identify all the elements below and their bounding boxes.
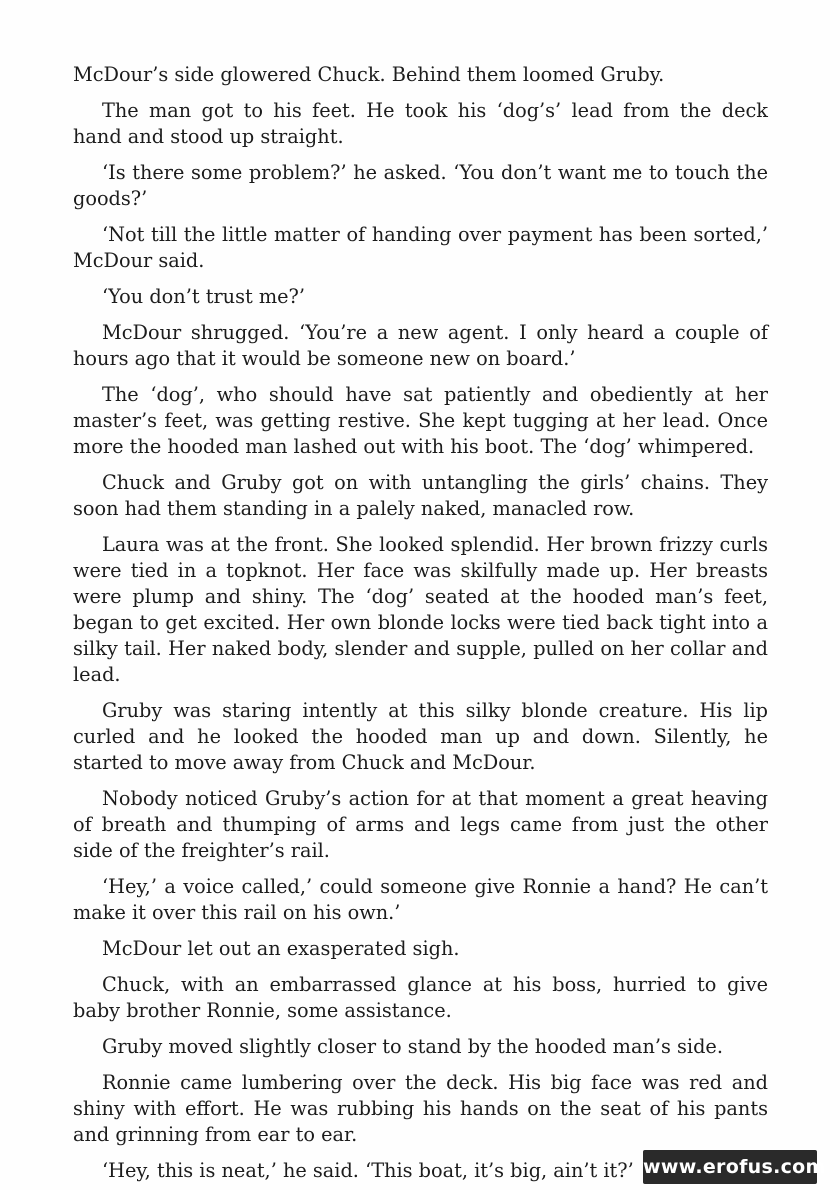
- paragraph-17: ‘Hey, this is neat,’ he said. ‘This boat, it’s big, ain’t it?’: [102, 1159, 634, 1182]
- paragraph-16: Ronnie came lumbering over the deck. His big face was red and shiny with effort. He was rubbing his hands on the seat of his pants and grinning from ear to ear.: [73, 1071, 768, 1146]
- paragraph-14: Chuck, with an embarrassed glance at his boss, hurried to give baby brother Ronnie, some assistance.: [73, 973, 768, 1022]
- watermark-badge: www.erofus.com: [643, 1150, 817, 1184]
- paragraph-9: Laura was at the front. She looked splendid. Her brown frizzy curls were tied in a topknot. Her face was skilfully made up. Her breasts were plump and shiny. The ‘dog’ seated at the hooded man’s feet, began to get excited. Her own blonde locks were tied back tight into a silky tail. Her naked body, slender and supple, pulled on her collar and lead.: [73, 533, 768, 686]
- paragraph-5: ‘You don’t trust me?’: [102, 285, 306, 308]
- paragraph-8: Chuck and Gruby got on with untangling the girls’ chains. They soon had them standing in a palely naked, manacled row.: [73, 471, 768, 520]
- body-text: [73, 62, 768, 1194]
- paragraph-7: The ‘dog’, who should have sat patiently and obediently at her master’s feet, was getting restive. She kept tugging at her lead. Once more the hooded man lashed out with his boot. The ‘dog’ whimpered.: [73, 383, 768, 458]
- paragraph-4: ‘Not till the little matter of handing over payment has been sorted,’ McDour said.: [73, 223, 768, 272]
- paragraph-13: McDour let out an exasperated sigh.: [102, 937, 460, 960]
- paragraph-11: Nobody noticed Gruby’s action for at that moment a great heaving of breath and thumping of arms and legs came from just the other side of the freighter’s rail.: [73, 787, 768, 862]
- paragraph-2: The man got to his feet. He took his ‘dog’s’ lead from the deck hand and stood up straight.: [73, 99, 768, 148]
- paragraph-6: McDour shrugged. ‘You’re a new agent. I only heard a couple of hours ago that it would be someone new on board.’: [73, 321, 768, 370]
- paragraph-10: Gruby was staring intently at this silky blonde creature. His lip curled and he looked the hooded man up and down. Silently, he started to move away from Chuck and McDour.: [73, 699, 768, 774]
- paragraph-12: ‘Hey,’ a voice called,’ could someone give Ronnie a hand? He can’t make it over this rail on his own.’: [73, 875, 768, 924]
- paragraph-15: Gruby moved slightly closer to stand by the hooded man’s side.: [102, 1035, 723, 1058]
- paragraph-1: McDour’s side glowered Chuck. Behind them loomed Gruby.: [73, 63, 665, 86]
- paragraph-3: ‘Is there some problem?’ he asked. ‘You don’t want me to touch the goods?’: [73, 161, 768, 210]
